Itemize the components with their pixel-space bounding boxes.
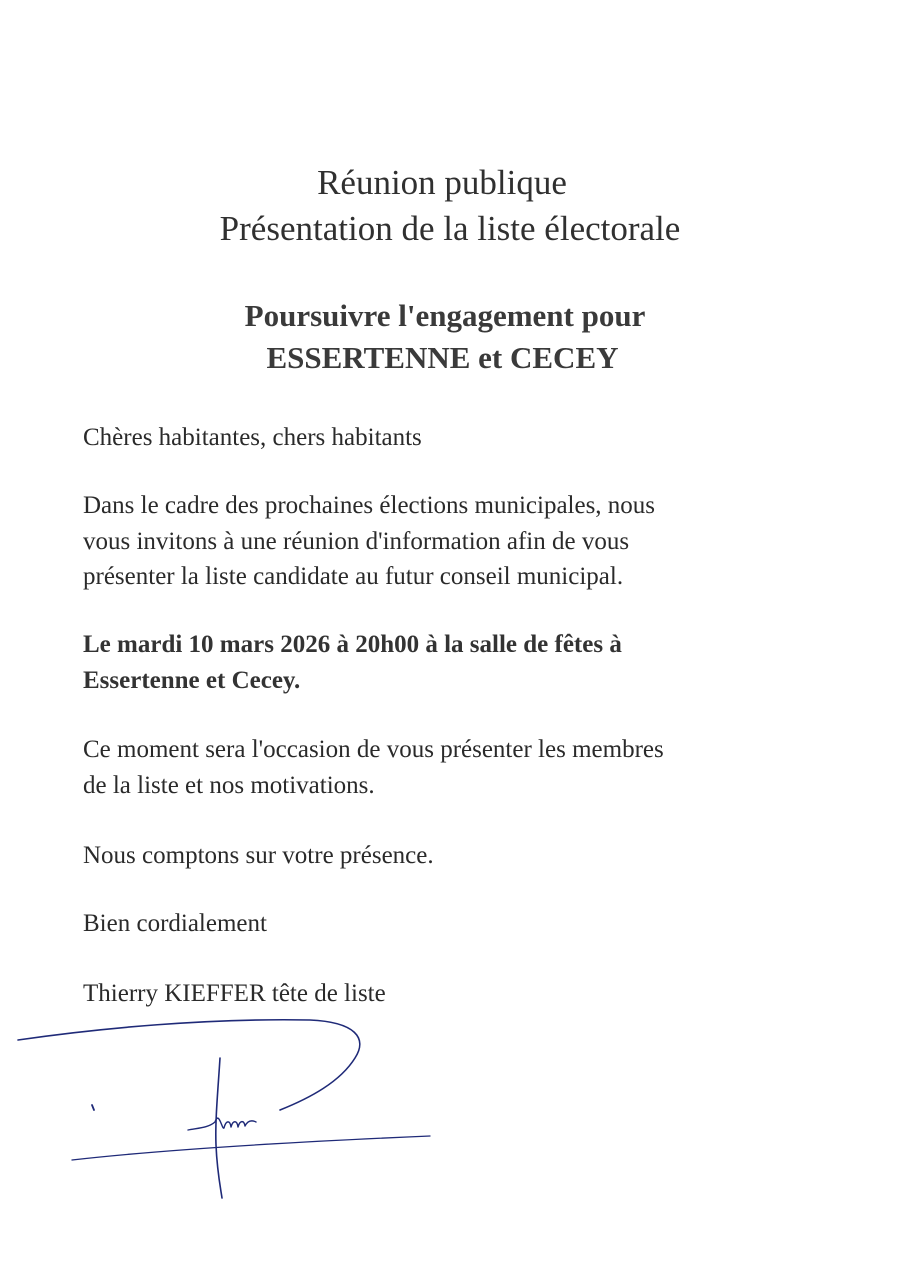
event-line-2: Essertenne et Cecey. (83, 666, 301, 694)
presence-paragraph (83, 838, 823, 874)
document-title (0, 160, 900, 252)
signature-vertical-stroke (216, 1058, 222, 1198)
signature-loop (188, 1118, 256, 1130)
document-subtitle (0, 295, 900, 379)
event-line-1: Le mardi 10 mars 2026 à 20h00 à la salle de fêtes à (83, 631, 622, 658)
greeting-text: Chères habitantes, chers habitants (83, 424, 422, 451)
signature-top-stroke (18, 1020, 360, 1110)
intro-line-3: présenter la liste candidate au futur conseil municipal. (83, 563, 624, 590)
title-line-2: Présentation de la liste électorale (219, 209, 681, 248)
handwritten-signature-icon (10, 1010, 450, 1210)
signature-bottom-stroke (72, 1136, 430, 1160)
signatory-text: Thierry KIEFFER tête de liste (83, 980, 386, 1007)
subtitle-line-1: Poursuivre l'engagement pour (244, 298, 646, 333)
signature-dot (92, 1105, 94, 1110)
title-line-1: Réunion publique (317, 163, 567, 202)
moment-paragraph (83, 732, 823, 803)
signatory-paragraph (83, 976, 823, 1012)
intro-paragraph (83, 488, 823, 595)
moment-line-1: Ce moment sera l'occasion de vous présenter les membres (83, 736, 664, 763)
moment-line-2: de la liste et nos motivations. (83, 771, 375, 799)
intro-line-2: vous invitons à une réunion d'information afin de vous (83, 527, 630, 555)
presence-text: Nous comptons sur votre présence. (83, 842, 434, 869)
event-paragraph (83, 627, 823, 698)
subtitle-line-2: ESSERTENNE et CECEY (266, 340, 619, 375)
greeting-paragraph (83, 420, 823, 456)
closing-paragraph (83, 906, 823, 942)
intro-line-1: Dans le cadre des prochaines élections municipales, nous (83, 492, 656, 519)
closing-text: Bien cordialement (83, 910, 267, 937)
